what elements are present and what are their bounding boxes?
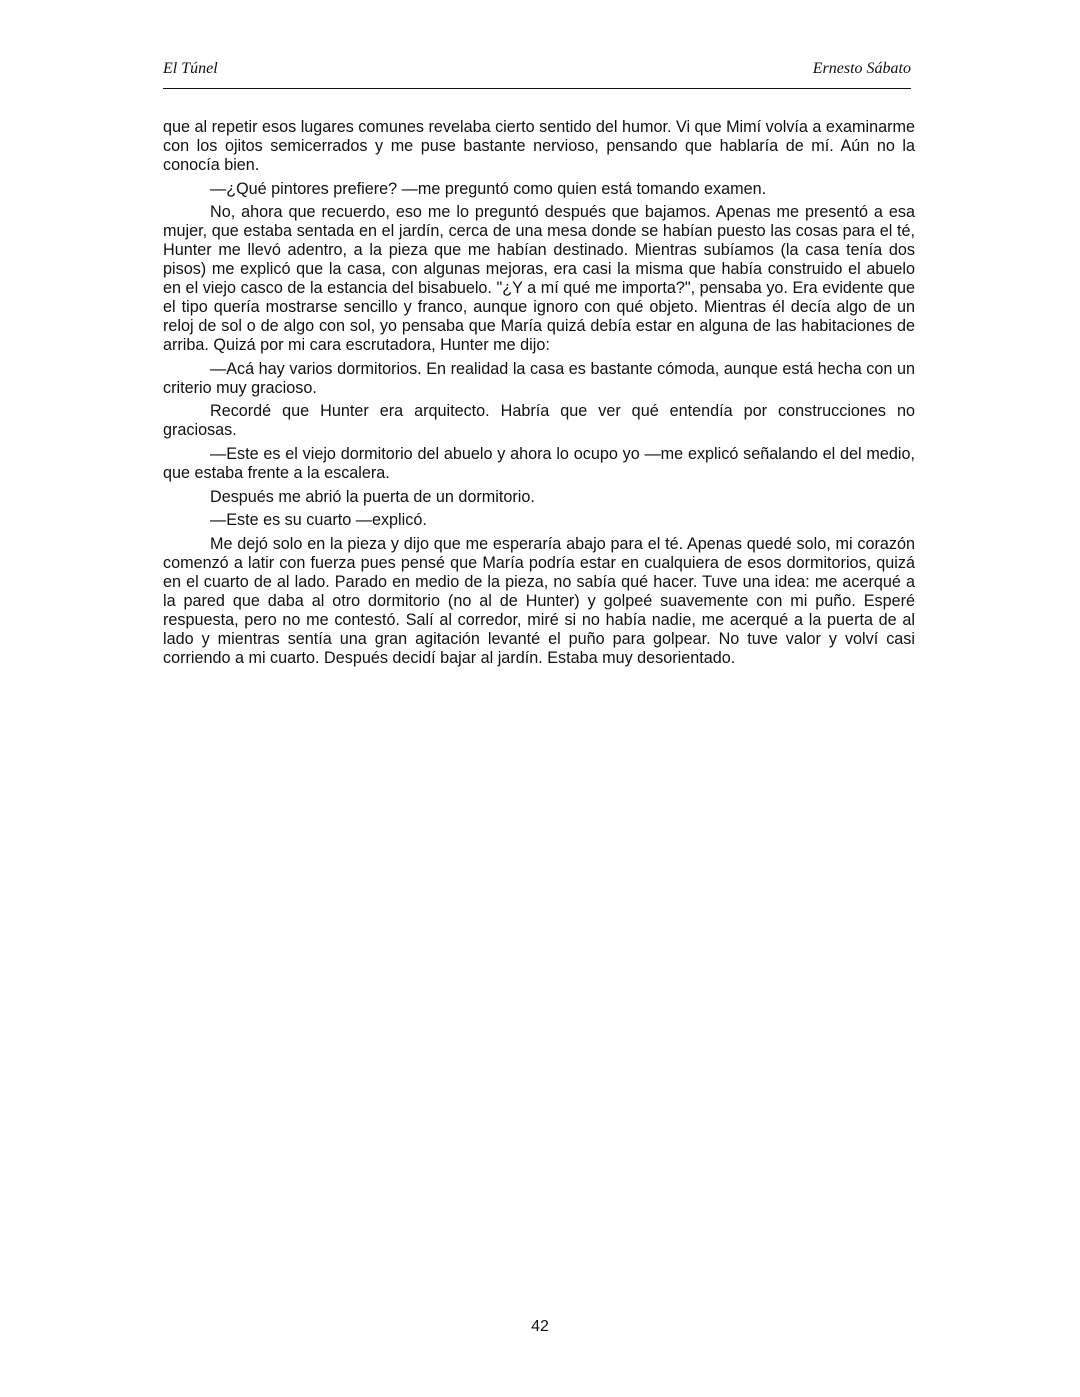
paragraph-dialogue: —Acá hay varios dormitorios. En realidad la casa es bastante cómoda, aunque está hecha con un criterio muy gracioso.	[163, 359, 915, 397]
author-name: Ernesto Sábato	[812, 60, 911, 77]
paragraph: Recordé que Hunter era arquitecto. Habría que ver qué entendía por construcciones no graciosas.	[163, 402, 915, 440]
paragraph-dialogue: —Este es el viejo dormitorio del abuelo y ahora lo ocupo yo —me explicó señalando el del medio, que estaba frente a la escalera.	[163, 444, 915, 482]
paragraph-dialogue: —¿Qué pintores prefiere? —me preguntó como quien está tomando examen.	[210, 179, 767, 198]
body-text	[163, 118, 915, 672]
book-title: El Túnel	[163, 60, 218, 77]
paragraph: Me dejó solo en la pieza y dijo que me esperaría abajo para el té. Apenas quedé solo, mi corazón comenzó a latir con fuerza pues pensé que María podría estar en cualquiera de esos dormitorios, quizá en el cuarto de al lado. Parado en medio de la pieza, no sabía qué hacer. Tuve una idea: me acerqué a la pared que daba al otro dormitorio (no al de Hunter) y golpeé suavemente con mi puño. Esperé respuesta, pero no me contestó. Salí al corredor, miré si no había nadie, me acerqué a la puerta de al lado y mientras sentía una gran agitación levanté el puño para golpear. No tuve valor y volví casi corriendo a mi cuarto. Después decidí bajar al jardín. Estaba muy desorientado.	[163, 534, 915, 667]
running-header	[163, 60, 911, 89]
paragraph: No, ahora que recuerdo, eso me lo preguntó después que bajamos. Apenas me presentó a esa mujer, que estaba sentada en el jardín, cerca de una mesa donde se habían puesto las cosas para el té, Hunter me llevó adentro, a la pieza que me habían destinado. Mientras subíamos (la casa tenía dos pisos) me explicó que la casa, con algunas mejoras, era casi la misma que había construido el abuelo en el viejo casco de la estancia del bisabuelo. "¿Y a mí qué me importa?", pensaba yo. Era evidente que el tipo quería mostrarse sencillo y franco, aunque ignoro con qué objeto. Mientras él decía algo de un reloj de sol o de algo con sol, yo pensaba que María quizá debía estar en alguna de las habitaciones de arriba. Quizá por mi cara escrutadora, Hunter me dijo:	[163, 203, 915, 355]
page-number: 42	[531, 1318, 549, 1335]
paragraph-continuation: que al repetir esos lugares comunes revelaba cierto sentido del humor. Vi que Mimí volvía a examinarme con los ojitos semicerrados y me puse bastante nervioso, pensando que hablaría de mí. Aún no la conocía bien.	[163, 118, 915, 174]
paragraph-dialogue: —Este es su cuarto —explicó.	[210, 511, 427, 530]
paragraph: Después me abrió la puerta de un dormitorio.	[210, 487, 535, 506]
